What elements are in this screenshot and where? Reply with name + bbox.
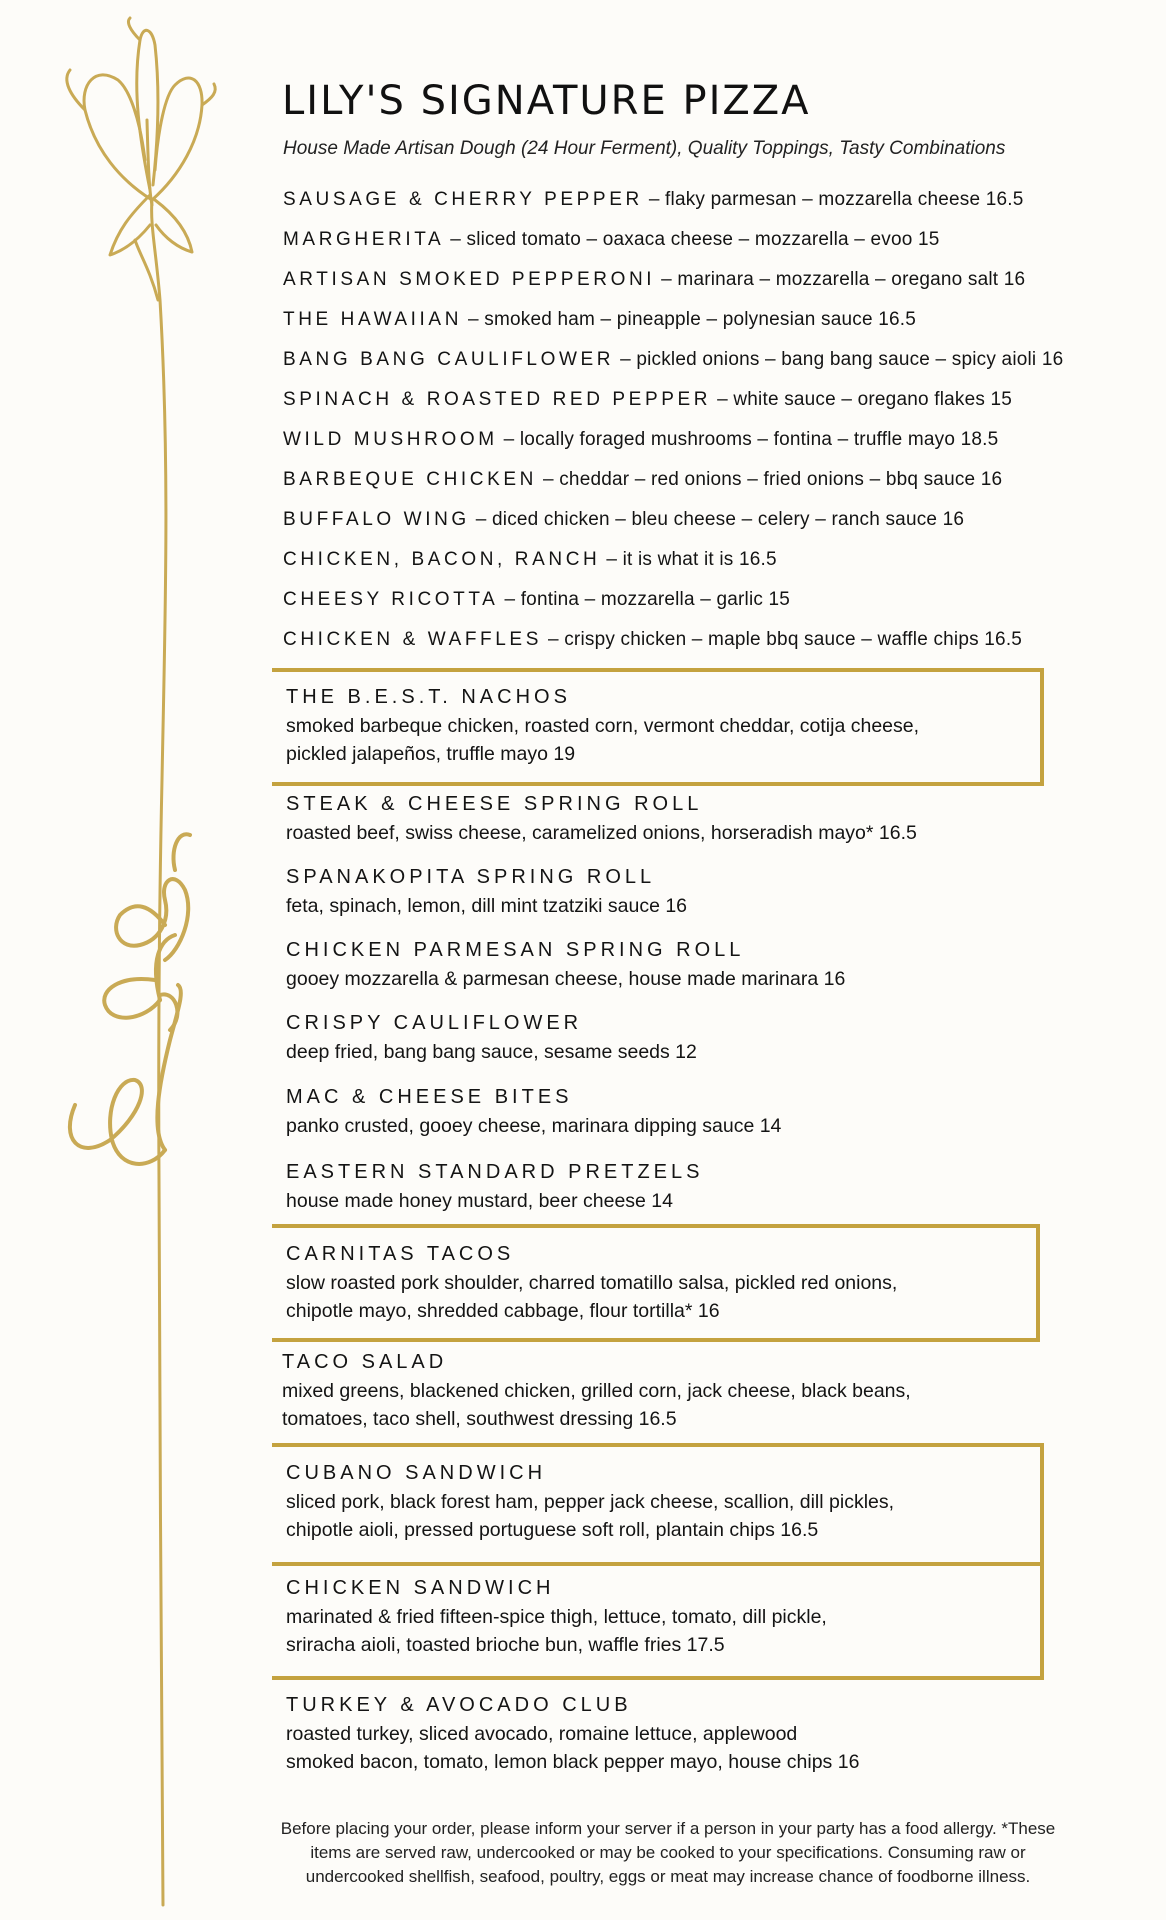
pizza-name: CHEESY RICOTTA xyxy=(283,589,499,610)
pizza-name: THE HAWAIIAN xyxy=(283,309,463,330)
item-name: CUBANO SANDWICH xyxy=(286,1462,547,1484)
pizza-name: CHICKEN & WAFFLES xyxy=(283,629,542,650)
pizza-description: – flaky parmesan – mozzarella cheese 16.5 xyxy=(648,189,1024,210)
item-description-line: slow roasted pork shoulder, charred tomatillo salsa, pickled red onions, xyxy=(286,1272,898,1294)
pizza-description: – fontina – mozzarella – garlic 15 xyxy=(504,589,791,610)
item-name: CARNITAS TACOS xyxy=(286,1243,515,1265)
menu-item xyxy=(282,1347,1062,1433)
disclaimer-line: items are served raw, undercooked or may be cooked to your specifications. Consuming raw or xyxy=(310,1843,1026,1862)
allergy-disclaimer xyxy=(268,1817,1068,1889)
pizza-item xyxy=(283,228,1123,268)
item-name: CRISPY CAULIFLOWER xyxy=(286,1012,583,1034)
pizza-item xyxy=(283,508,1123,548)
item-description-line: panko crusted, gooey cheese, marinara dipping sauce 14 xyxy=(286,1115,782,1137)
pizza-description: – smoked ham – pineapple – polynesian sauce 16.5 xyxy=(468,309,916,330)
item-name: EASTERN STANDARD PRETZELS xyxy=(286,1161,704,1183)
pizza-item xyxy=(283,548,1123,588)
menu-item xyxy=(286,935,1066,993)
item-name: MAC & CHEESE BITES xyxy=(286,1086,573,1108)
pizza-name: BUFFALO WING xyxy=(283,509,470,530)
item-description-line: deep fried, bang bang sauce, sesame seeds 12 xyxy=(286,1041,697,1063)
pizza-description: – marinara – mozzarella – oregano salt 16 xyxy=(661,269,1026,290)
pizza-description: – pickled onions – bang bang sauce – spicy aioli 16 xyxy=(620,349,1064,370)
pizza-name: ARTISAN SMOKED PEPPERONI xyxy=(283,269,656,290)
item-name: CHICKEN SANDWICH xyxy=(286,1577,555,1599)
menu-item xyxy=(286,862,1066,920)
pizza-description: – cheddar – red onions – fried onions – bbq sauce 16 xyxy=(542,469,1003,490)
item-name: SPANAKOPITA SPRING ROLL xyxy=(286,866,656,888)
frame-divider xyxy=(272,1562,1044,1566)
item-description-line: gooey mozzarella & parmesan cheese, house made marinara 16 xyxy=(286,968,846,990)
item-name: TURKEY & AVOCADO CLUB xyxy=(286,1694,632,1716)
menu-item xyxy=(286,1008,1066,1066)
pizza-item xyxy=(283,428,1123,468)
item-description-line: mixed greens, blackened chicken, grilled corn, jack cheese, black beans, xyxy=(282,1380,911,1402)
pizza-name: BARBEQUE CHICKEN xyxy=(283,469,537,490)
menu-item xyxy=(286,1239,1066,1325)
item-description-line: tomatoes, taco shell, southwest dressing 16.5 xyxy=(282,1408,677,1430)
item-description-line: chipotle mayo, shredded cabbage, flour tortilla* 16 xyxy=(286,1300,720,1322)
menu-item xyxy=(286,1573,1066,1659)
item-description-line: sriracha aioli, toasted brioche bun, waffle fries 17.5 xyxy=(286,1634,725,1656)
disclaimer-line: undercooked shellfish, seafood, poultry, eggs or meat may increase chance of foodborne illness. xyxy=(305,1867,1031,1886)
item-description-line: marinated & fried fifteen-spice thigh, lettuce, tomato, dill pickle, xyxy=(286,1606,827,1628)
item-description-line: pickled jalapeños, truffle mayo 19 xyxy=(286,743,576,765)
pizza-item xyxy=(283,188,1123,228)
item-description-line: chipotle aioli, pressed portuguese soft roll, plantain chips 16.5 xyxy=(286,1519,819,1541)
pizza-name: CHICKEN, BACON, RANCH xyxy=(283,549,601,570)
lilys-script-logo xyxy=(70,834,190,1164)
pizza-item xyxy=(283,628,1123,668)
menu-item xyxy=(286,1458,1066,1544)
menu-item xyxy=(286,1690,1066,1776)
pizza-description: – white sauce – oregano flakes 15 xyxy=(717,389,1013,410)
menu-item xyxy=(286,789,1066,847)
item-description-line: house made honey mustard, beer cheese 14 xyxy=(286,1190,674,1212)
menu-item xyxy=(286,1157,1066,1215)
item-description-line: sliced pork, black forest ham, pepper jack cheese, scallion, dill pickles, xyxy=(286,1491,895,1513)
menu-subtitle: House Made Artisan Dough (24 Hour Ferment), Quality Toppings, Tasty Combinations xyxy=(283,138,1006,159)
menu-item xyxy=(286,682,1066,768)
pizza-name: SAUSAGE & CHERRY PEPPER xyxy=(283,189,643,210)
lily-flower-illustration xyxy=(0,0,230,1920)
pizza-item xyxy=(283,308,1123,348)
pizza-description: – diced chicken – bleu cheese – celery – ranch sauce 16 xyxy=(475,509,965,530)
pizza-description: – crispy chicken – maple bbq sauce – waffle chips 16.5 xyxy=(547,629,1023,650)
pizza-item xyxy=(283,468,1123,508)
pizza-name: BANG BANG CAULIFLOWER xyxy=(283,349,615,370)
pizza-item xyxy=(283,388,1123,428)
item-name: THE B.E.S.T. NACHOS xyxy=(286,686,571,708)
pizza-item xyxy=(283,268,1123,308)
pizza-list xyxy=(283,188,1123,668)
item-name: CHICKEN PARMESAN SPRING ROLL xyxy=(286,939,745,961)
disclaimer-line: Before placing your order, please inform your server if a person in your party has a food allergy. *These xyxy=(280,1819,1056,1838)
item-description-line: smoked barbeque chicken, roasted corn, vermont cheddar, cotija cheese, xyxy=(286,715,920,737)
pizza-description: – sliced tomato – oaxaca cheese – mozzarella – evoo 15 xyxy=(450,229,940,250)
pizza-item xyxy=(283,348,1123,388)
item-description-line: roasted beef, swiss cheese, caramelized onions, horseradish mayo* 16.5 xyxy=(286,822,917,844)
menu-title: LILY'S SIGNATURE PIZZA xyxy=(282,78,811,124)
pizza-description: – locally foraged mushrooms – fontina – truffle mayo 18.5 xyxy=(503,429,999,450)
item-description-line: smoked bacon, tomato, lemon black pepper mayo, house chips 16 xyxy=(286,1751,860,1773)
item-description-line: roasted turkey, sliced avocado, romaine lettuce, applewood xyxy=(286,1723,798,1745)
item-description-line: feta, spinach, lemon, dill mint tzatziki sauce 16 xyxy=(286,895,688,917)
pizza-name: WILD MUSHROOM xyxy=(283,429,498,450)
pizza-item xyxy=(283,588,1123,628)
item-name: STEAK & CHEESE SPRING ROLL xyxy=(286,793,703,815)
pizza-name: MARGHERITA xyxy=(283,229,445,250)
pizza-description: – it is what it is 16.5 xyxy=(606,549,777,570)
item-name: TACO SALAD xyxy=(282,1351,448,1373)
pizza-name: SPINACH & ROASTED RED PEPPER xyxy=(283,389,712,410)
menu-item xyxy=(286,1082,1066,1140)
